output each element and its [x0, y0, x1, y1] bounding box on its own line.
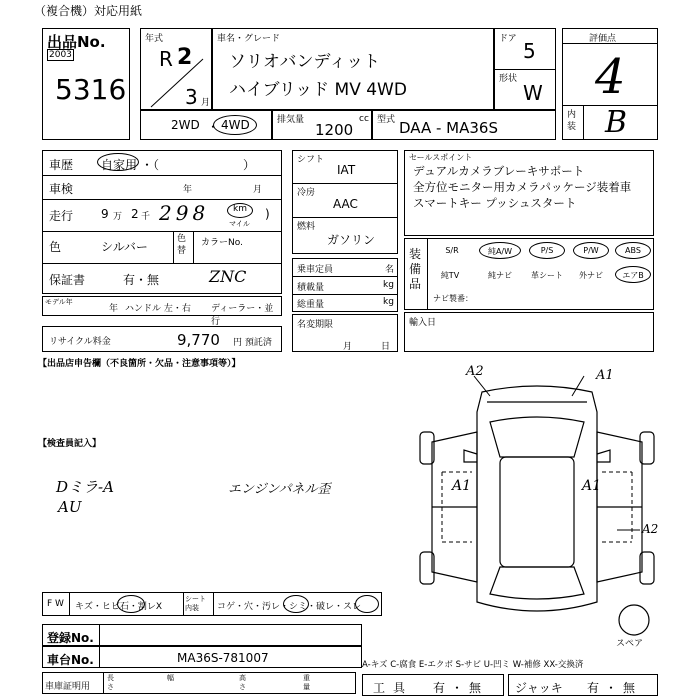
capacity-label1: 乗車定員	[297, 265, 334, 275]
recycle-label: リサイクル料金	[49, 337, 111, 347]
capacity-label2: 積載量	[297, 283, 325, 293]
capacity-unit3: kg	[383, 297, 394, 307]
year-month-unit: 月	[201, 98, 211, 108]
fw-label: F W	[47, 599, 64, 609]
engine-label: 排気量	[277, 115, 305, 125]
ac-value: AAC	[333, 197, 358, 211]
registration-label: 登録No.	[47, 631, 94, 645]
diagram-a1-left: A1	[452, 478, 472, 494]
capacity-unit1: 名	[385, 265, 395, 275]
type-box	[372, 110, 556, 140]
seat-items: コゲ・穴・汚レ・シミ・破レ・スレ	[217, 602, 362, 612]
jack-box	[508, 674, 658, 696]
mileage-label: 走行	[49, 209, 74, 223]
model-year-handle: ハンドル 左・右	[125, 304, 191, 314]
sales-point-1: デュアルカメラブレーキサポート	[413, 164, 585, 178]
color-value: シルバー	[101, 240, 148, 254]
spec-block	[292, 150, 398, 254]
shape-label: 形状	[499, 74, 518, 84]
diagram-spare-label: スペア	[616, 639, 644, 649]
doors-box	[494, 28, 556, 110]
tools-value: 有・無	[433, 681, 488, 695]
model-year-dealer: ディーラー・並行	[211, 304, 274, 327]
shift-value: IAT	[337, 163, 356, 177]
equip-tv: 純TV	[440, 271, 460, 280]
inspector-note-3: エンジンパネル歪	[228, 482, 331, 497]
vehicle-info-block	[42, 150, 282, 294]
model-year-row	[42, 296, 282, 327]
car-diagram	[412, 362, 662, 652]
import-date-block	[404, 312, 654, 352]
lot-box	[42, 28, 130, 140]
capacity-block	[292, 258, 398, 312]
doors-value: 5	[523, 39, 536, 63]
registration-row	[42, 624, 362, 646]
mileage-sen: 2	[131, 207, 139, 221]
diagram-a1-right: A1	[582, 478, 602, 494]
sales-points-block	[404, 150, 654, 236]
fuel-value: ガソリン	[327, 233, 376, 247]
model-box	[212, 28, 494, 110]
mileage-unit-mile: マイル	[229, 220, 250, 228]
cert-label: 車庫証明用	[45, 682, 91, 692]
recycle-unit: 円 預託済	[233, 338, 272, 348]
tools-box	[362, 674, 504, 696]
type-label: 型式	[377, 115, 396, 125]
shape-value: W	[523, 81, 543, 105]
inspector-label: 【検査員記入】	[38, 439, 102, 449]
form-type-label: （複合機）対応用紙	[34, 4, 143, 18]
warranty-color-code: ZNC	[209, 267, 247, 286]
model-name: ソリオバンディット	[229, 52, 381, 72]
year-label: 年式	[145, 34, 164, 44]
name-change-month-unit: 月	[343, 342, 353, 352]
diagram-a2-top: A2	[466, 364, 484, 379]
drive-2wd: 2WD	[171, 118, 200, 132]
equip-leather: 革シート	[531, 271, 563, 280]
color-code-label: カラーNo.	[201, 238, 243, 248]
legend-text: A-キズ C-腐食 E-エクボ S-サビ U-凹ミ W-補修 XX-交換済	[362, 660, 584, 670]
cert-length: 長さ	[107, 674, 114, 691]
score-interior: B	[605, 105, 628, 140]
ac-label: 冷房	[297, 188, 316, 198]
interior-label: 内装	[567, 110, 577, 132]
tools-label: 工具	[373, 681, 414, 695]
name-change-label: 名変期限	[297, 320, 334, 330]
chassis-value: MA36S-781007	[177, 651, 269, 665]
capacity-unit2: kg	[383, 280, 394, 290]
fuel-label: 燃料	[297, 222, 316, 232]
warranty-value: 有・無	[123, 273, 160, 287]
model-year-unit: 年	[109, 304, 119, 314]
engine-box	[272, 110, 372, 140]
equip-aw: 純A/W	[487, 247, 513, 256]
capacity-label3: 総重量	[297, 300, 325, 310]
color-change-label: 色替	[177, 234, 187, 256]
score-label: 評価点	[589, 34, 617, 44]
name-change-block	[292, 314, 398, 352]
drive-4wd: 4WD	[221, 118, 250, 132]
model-grade: ハイブリッド MV 4WD	[229, 80, 407, 100]
equip-abs: ABS	[625, 246, 641, 255]
lot-number: 5316	[55, 73, 127, 106]
sales-point-3: スマートキー プッシュスタート	[413, 196, 577, 210]
mileage-sen-unit: 千	[141, 212, 151, 222]
chassis-label: 車台No.	[47, 653, 94, 667]
year-month: 3	[185, 85, 198, 109]
year-value: 2	[177, 45, 193, 70]
equip-sr: S/R	[445, 246, 459, 255]
history-label: 車歴	[49, 158, 74, 172]
name-change-day-unit: 日	[381, 342, 391, 352]
declaration-label: 【出品店申告欄（不良箇所・欠品・注意事項等）】	[38, 359, 241, 369]
diagram-a1-top: A1	[596, 368, 614, 383]
jack-label: ジャッキ	[515, 681, 563, 695]
garage-cert-row	[42, 672, 356, 694]
equipment-block	[404, 238, 654, 310]
warranty-label: 保証書	[49, 273, 86, 287]
mileage-man-unit: 万	[113, 212, 123, 222]
inspector-note-1: Dミラ-A	[56, 478, 114, 496]
year-box	[140, 28, 212, 110]
cert-height: 高さ	[239, 674, 246, 691]
inspection-label: 車検	[49, 182, 74, 196]
recycle-row	[42, 326, 282, 352]
equip-pw: P/W	[583, 246, 599, 255]
score-overall: 4	[595, 49, 626, 105]
cert-weight: 重量	[303, 674, 310, 691]
inspector-note-2: AU	[58, 498, 82, 516]
doors-label: ドア	[499, 34, 517, 44]
sales-points-label: セールスポイント	[409, 153, 473, 162]
drive-dot: ・	[207, 120, 220, 134]
engine-unit: cc	[359, 114, 369, 124]
model-label: 車名・グレード	[217, 34, 281, 44]
mileage-close-paren: )	[265, 207, 270, 221]
drive-box	[140, 110, 272, 140]
shift-label: シフト	[297, 155, 325, 165]
jack-value: 有・無	[587, 681, 642, 695]
recycle-amount: 9,770	[177, 331, 220, 349]
mileage-rest: 298	[159, 201, 210, 225]
year-era: R	[159, 47, 173, 71]
equip-ext-navi: 外ナビ	[579, 271, 603, 280]
diagram-a2-right: A2	[642, 522, 659, 536]
score-box	[562, 28, 658, 140]
cert-width: 幅	[167, 674, 174, 682]
history-suffix: ・（ ）	[141, 158, 256, 172]
sales-point-2: 全方位モニター用カメラパッケージ装着車	[413, 180, 632, 194]
inspection-month-unit: 月	[253, 185, 263, 195]
mileage-man: 9	[101, 207, 109, 221]
engine-value: 1200	[315, 121, 354, 139]
mileage-unit-km: km	[233, 204, 247, 214]
equipment-label: 装備品	[409, 247, 422, 291]
interior-check-row	[42, 592, 382, 616]
equip-ps: P/S	[540, 246, 554, 255]
model-year-label: モデル年	[45, 298, 73, 306]
color-label: 色	[49, 240, 62, 254]
lot-label: 出品No.	[47, 33, 106, 51]
inspection-year-unit: 年	[183, 185, 193, 195]
fw-items: キズ・ヒビ石・割レX	[75, 602, 162, 612]
import-date-label: 輸入日	[409, 318, 437, 328]
lot-year-tag: 2003	[49, 50, 72, 60]
type-value: DAA - MA36S	[399, 119, 498, 137]
equip-navi: 純ナビ	[488, 271, 512, 280]
seat-label: シート内装	[185, 595, 206, 612]
navi-serial-label: ナビ製番：	[433, 294, 473, 303]
equip-airbag: エアB	[622, 271, 644, 280]
chassis-row	[42, 646, 362, 668]
history-value: 自家用	[101, 158, 138, 172]
